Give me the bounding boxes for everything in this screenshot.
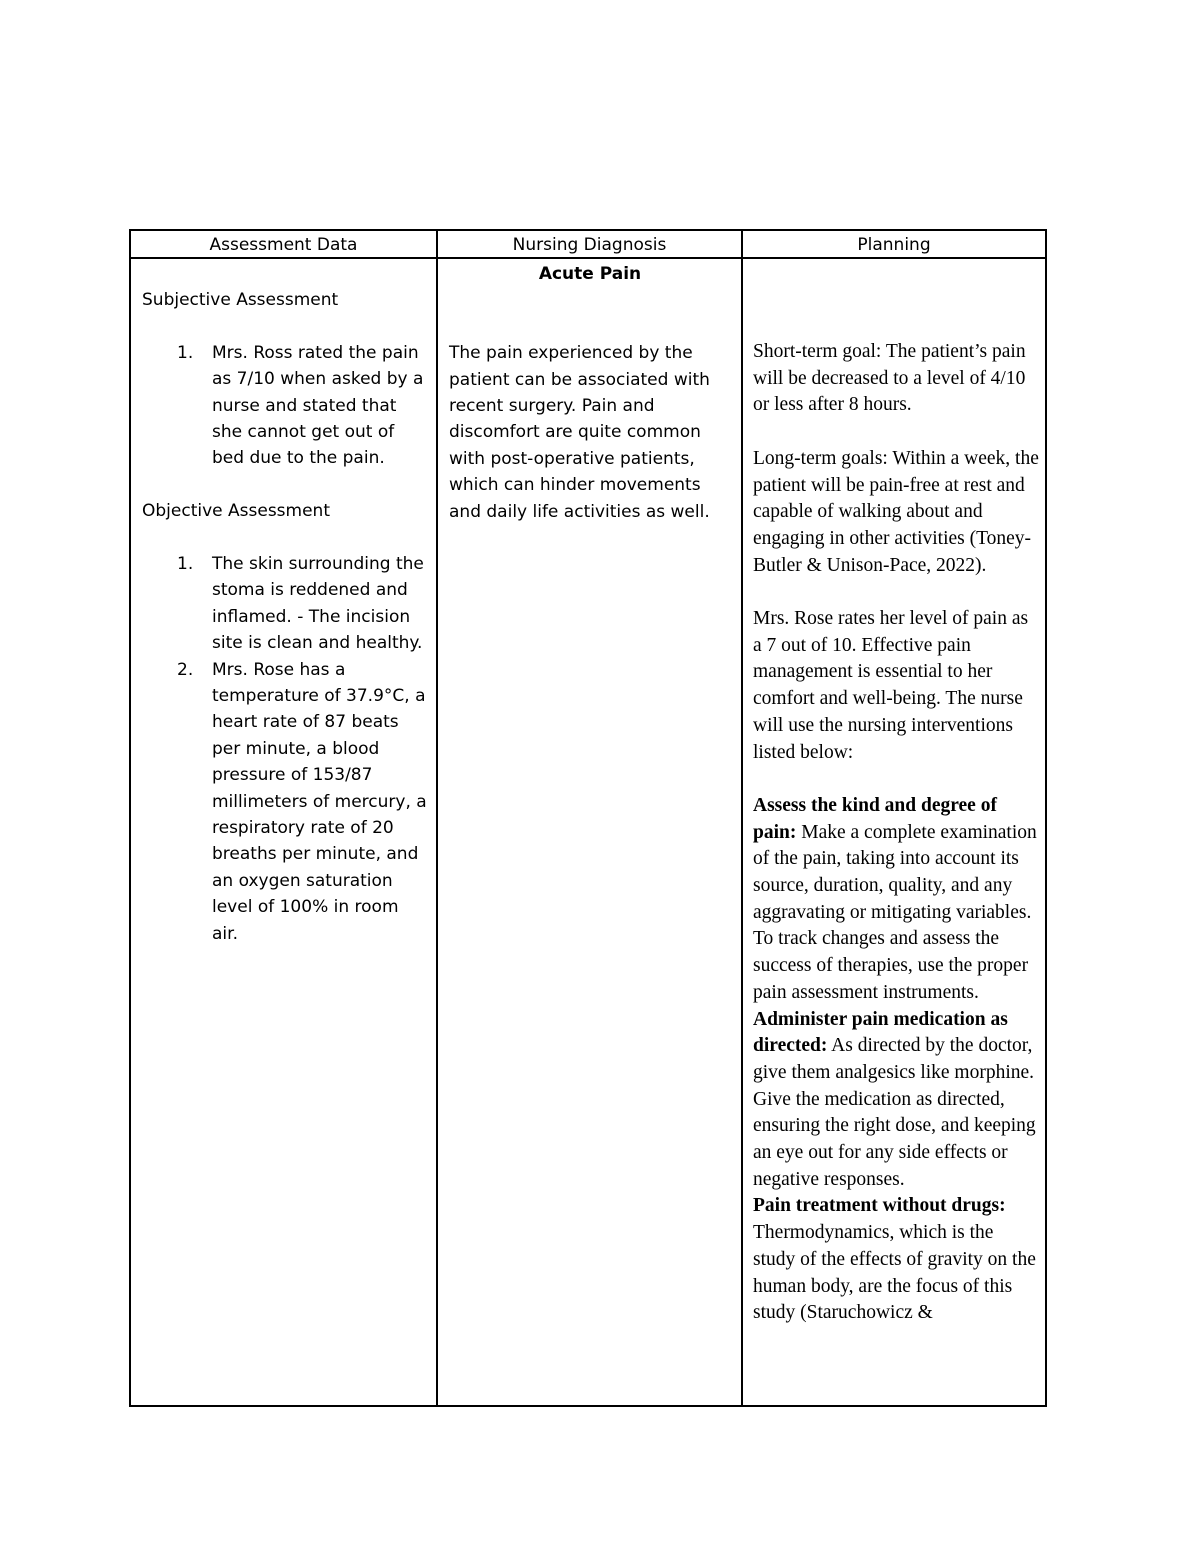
intervention-heading: Administer pain medication as directed: — [753, 1008, 1008, 1057]
assessment-cell — [131, 259, 438, 1405]
intervention-heading: Pain treatment without drugs: — [753, 1195, 1006, 1217]
diagnosis-cell — [438, 259, 743, 1405]
planning-intro: Mrs. Rose rates her level of pain as a 7 out of 10. Effective pain management is essential to her comfort and well-being. The nurse will use the nursing interventions listed below: — [753, 608, 1029, 763]
list-number: 1. — [177, 554, 194, 575]
list-text: Mrs. Rose has a temperature of 37.9°C, a heart rate of 87 beats per minute, a blood pressure of 153/87 millimeters of mercury, a respiratory rate of 20 breaths per minute, and an oxygen saturation level of 100% in room air. — [212, 659, 427, 944]
intervention-assess-pain — [753, 793, 1039, 1007]
diagnosis-text: The pain experienced by the patient can be associated with recent surgery. Pain and discomfort are quite common with post-operative patients, which can hinder movements and daily life activities as well. — [449, 343, 710, 522]
intervention-text: Thermodynamics, which is the study of the effects of gravity on the human body, are the focus of this study (Staruchowicz & — [753, 1222, 1036, 1324]
short-term-goal: Short-term goal: The patient’s pain will be decreased to a level of 4/10 or less after 8 hours. — [753, 341, 1026, 416]
long-term-goal: Long-term goals: Within a week, the patient will be pain-free at rest and capable of walking about and engaging in other activities (Toney-Butler & Unison-Pace, 2022). — [753, 447, 1039, 576]
planning-cell — [743, 259, 1045, 1405]
list-text: The skin surrounding the stoma is reddened and inflamed. - The incision site is clean and healthy. — [212, 554, 424, 654]
intervention-heading: Assess the kind and degree of pain: — [753, 794, 997, 843]
list-text: Mrs. Ross rated the pain as 7/10 when asked by a nurse and stated that she cannot get out of bed due to the pain. — [212, 342, 424, 469]
list-number: 1. — [177, 342, 194, 363]
subjective-title: Subjective Assessment — [142, 290, 339, 310]
intervention-medication — [753, 1007, 1039, 1194]
header-nursing-diagnosis: Nursing Diagnosis — [438, 231, 743, 259]
diagnosis-title: Acute Pain — [538, 264, 642, 284]
list-number: 2. — [177, 659, 194, 680]
intervention-text: As directed by the doctor, give them analgesics like morphine. Give the medication as directed, ensuring the right dose, and keeping an eye out for any side effects or negative responses. — [753, 1035, 1036, 1190]
header-planning: Planning — [743, 231, 1045, 259]
intervention-text: Make a complete examination of the pain, taking into account its source, duration, quality, and any aggravating or mitigating variables. To track changes and assess the success of therapies, use the proper pain assessment instruments. — [753, 821, 1037, 1003]
intervention-non-drug — [753, 1193, 1039, 1327]
list-item — [142, 340, 436, 472]
care-plan-table — [129, 229, 1047, 1407]
list-item — [142, 551, 436, 657]
subjective-list — [142, 340, 436, 472]
objective-title: Objective Assessment — [142, 501, 330, 522]
list-item — [142, 657, 436, 947]
header-assessment-data: Assessment Data — [131, 231, 438, 259]
objective-list — [142, 551, 436, 947]
